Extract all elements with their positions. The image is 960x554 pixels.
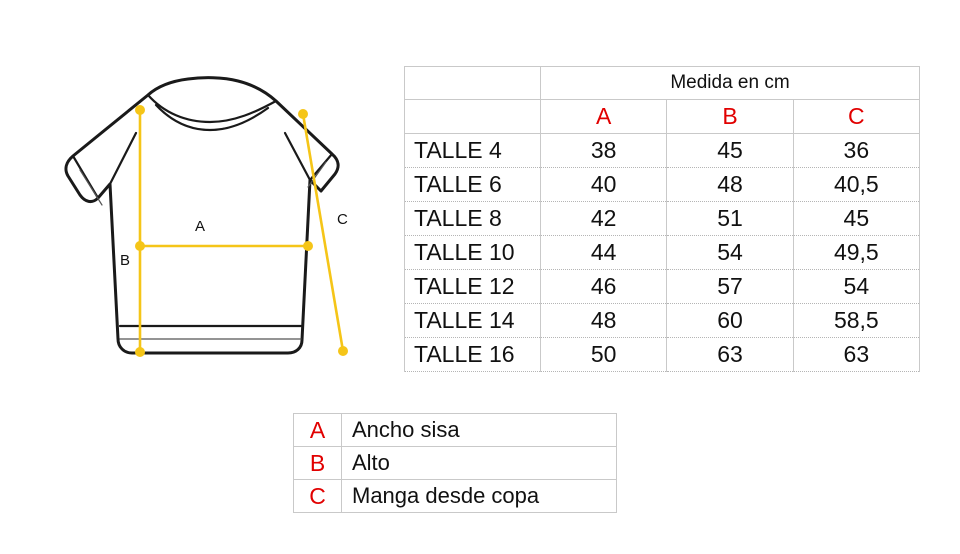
measure-dot-b-bottom: [135, 347, 145, 357]
measurement-legend-table: [293, 413, 617, 513]
column-header-a: A: [541, 100, 667, 134]
cell-b: 48: [667, 168, 793, 202]
row-label: TALLE 8: [405, 202, 541, 236]
table-header-letters-row: [405, 100, 920, 134]
cell-a: 40: [541, 168, 667, 202]
legend-key: A: [294, 414, 342, 447]
table-row: [405, 304, 920, 338]
legend-row: [294, 480, 617, 513]
measure-label-b: B: [120, 252, 131, 269]
table-row: [405, 168, 920, 202]
table-row: [405, 338, 920, 372]
legend-row: [294, 414, 617, 447]
row-label: TALLE 10: [405, 236, 541, 270]
table-row: [405, 134, 920, 168]
cell-a: 42: [541, 202, 667, 236]
cell-c: 36: [793, 134, 919, 168]
cell-b: 63: [667, 338, 793, 372]
cell-b: 60: [667, 304, 793, 338]
column-header-b: B: [667, 100, 793, 134]
header-unit-label: Medida en cm: [541, 67, 920, 100]
cell-c: 54: [793, 270, 919, 304]
cell-a: 46: [541, 270, 667, 304]
legend-description: Manga desde copa: [342, 480, 617, 513]
cell-b: 54: [667, 236, 793, 270]
cell-b: 57: [667, 270, 793, 304]
row-label: TALLE 4: [405, 134, 541, 168]
row-label: TALLE 12: [405, 270, 541, 304]
measure-label-a: A: [195, 218, 206, 235]
header-empty-corner-2: [405, 100, 541, 134]
cell-a: 48: [541, 304, 667, 338]
cell-c: 49,5: [793, 236, 919, 270]
table-header-unit-row: [405, 67, 920, 100]
cell-c: 63: [793, 338, 919, 372]
measure-label-c: C: [337, 211, 348, 228]
cell-c: 40,5: [793, 168, 919, 202]
table-row: [405, 202, 920, 236]
cell-b: 51: [667, 202, 793, 236]
table-row: [405, 236, 920, 270]
table-row: [405, 270, 920, 304]
measure-dot-c-bottom: [338, 346, 348, 356]
cell-a: 50: [541, 338, 667, 372]
row-label: TALLE 6: [405, 168, 541, 202]
cell-a: 38: [541, 134, 667, 168]
measure-dot-b-top: [135, 105, 145, 115]
cell-a: 44: [541, 236, 667, 270]
legend-description: Ancho sisa: [342, 414, 617, 447]
column-header-c: C: [793, 100, 919, 134]
cell-c: 45: [793, 202, 919, 236]
legend-row: [294, 447, 617, 480]
header-empty-corner: [405, 67, 541, 100]
legend-key: B: [294, 447, 342, 480]
row-label: TALLE 16: [405, 338, 541, 372]
size-chart-table: [404, 66, 920, 372]
garment-diagram: [40, 50, 380, 380]
legend-key: C: [294, 480, 342, 513]
measure-dot-a-right: [303, 241, 313, 251]
cell-c: 58,5: [793, 304, 919, 338]
measure-dot-c-top: [298, 109, 308, 119]
cell-b: 45: [667, 134, 793, 168]
legend-description: Alto: [342, 447, 617, 480]
row-label: TALLE 14: [405, 304, 541, 338]
